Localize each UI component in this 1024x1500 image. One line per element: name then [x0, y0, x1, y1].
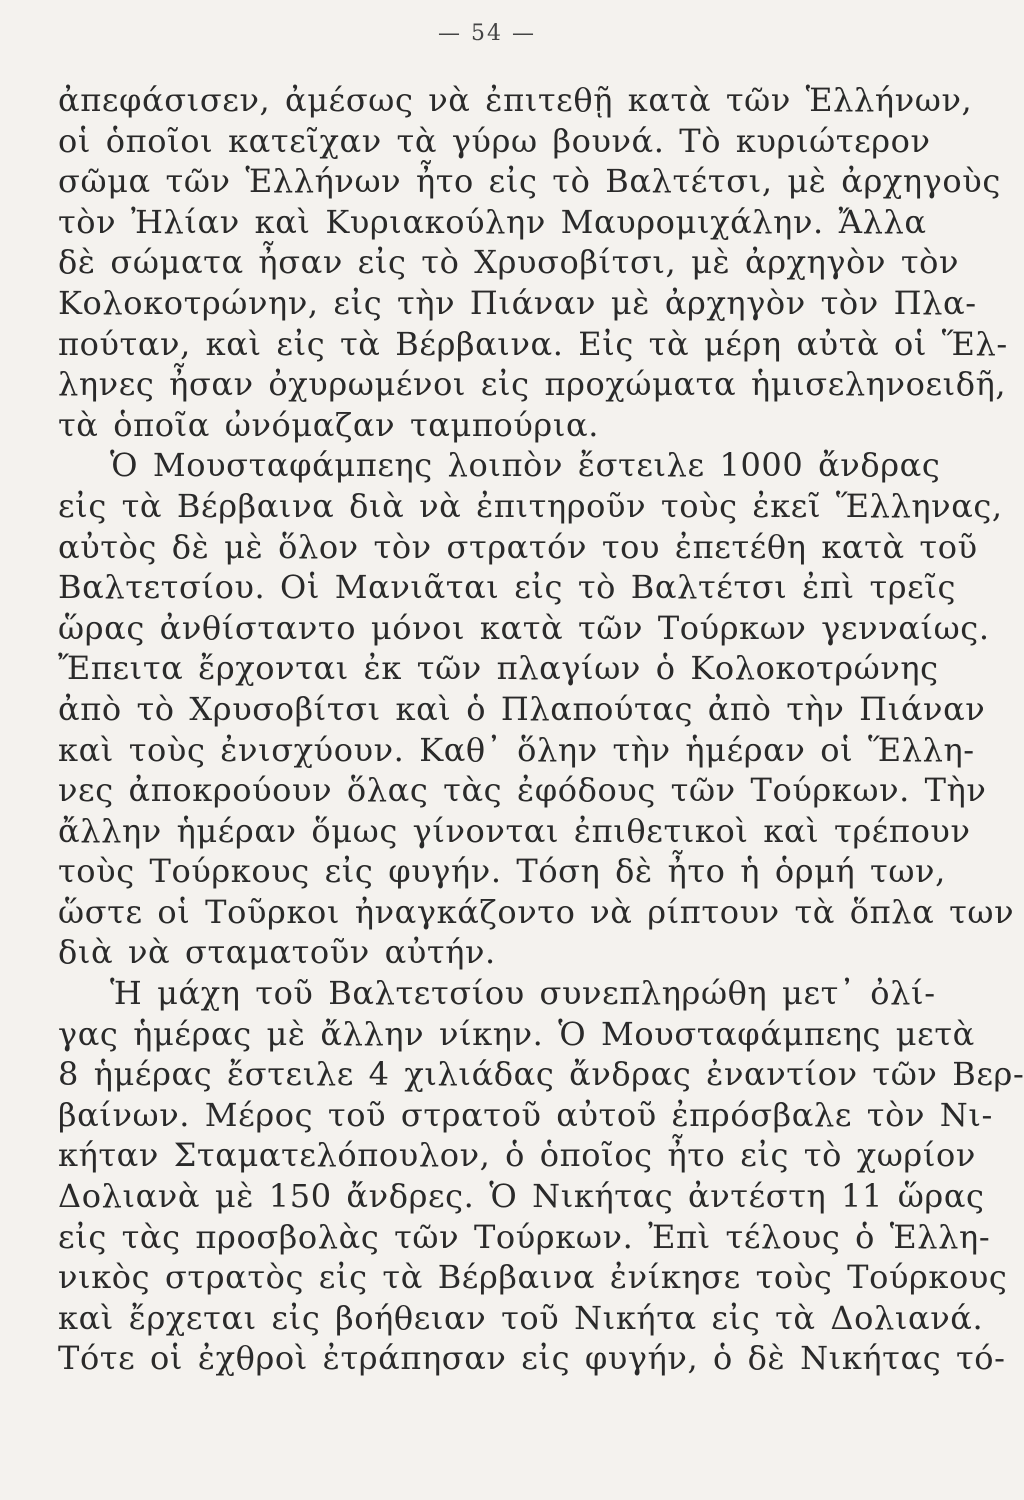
text-line: αὐτὸς δὲ μὲ ὅλον τὸν στρατόν του ἐπετέθη κατὰ τοῦ [58, 527, 978, 566]
text-line: τὰ ὁποῖα ὠνόμαζαν ταμπούρια. [58, 405, 599, 444]
text-line: εἰς τὰ Βέρβαινα διὰ νὰ ἐπιτηροῦν τοὺς ἐκεῖ Ἕλληνας, [58, 486, 1003, 525]
text-line: γας ἡμέρας μὲ ἄλλην νίκην. Ὁ Μουσταφάμπεης μετὰ [58, 1014, 975, 1053]
text-line: διὰ νὰ σταματοῦν αὐτήν. [58, 933, 496, 972]
text-line: Ὁ Μουσταφάμπεης λοιπὸν ἔστειλε 1000 ἄνδρας [110, 446, 941, 485]
text-line: κήταν Σταματελόπουλον, ὁ ὁποῖος ἦτο εἰς τὸ χωρίον [58, 1136, 976, 1175]
text-line: οἱ ὁποῖοι κατεῖχαν τὰ γύρω βουνά. Τὸ κυριώτερον [58, 121, 931, 160]
text-line: ὥρας ἀνθίσταντο μόνοι κατὰ τῶν Τούρκων γενναίως. [58, 608, 990, 647]
text-line: καὶ τοὺς ἐνισχύουν. Καθ᾽ ὅλην τὴν ἡμέραν οἱ Ἕλλη- [58, 730, 975, 769]
text-line: Βαλτετσίου. Οἱ Μανιᾶται εἰς τὸ Βαλτέτσι ἐπὶ τρεῖς [58, 568, 957, 607]
text-line: Κολοκοτρώνην, εἰς τὴν Πιάναν μὲ ἀρχηγὸν τὸν Πλα- [58, 283, 977, 322]
text-line: ἀπεφάσισεν, ἀμέσως νὰ ἐπιτεθῇ κατὰ τῶν Ἑλλήνων, [58, 81, 973, 119]
text-line: ὥστε οἱ Τοῦρκοι ἠναγκάζοντο νὰ ρίπτουν τὰ ὅπλα των [58, 892, 1015, 931]
text-line: Τότε οἱ ἐχθροὶ ἐτράπησαν εἰς φυγήν, ὁ δὲ Νικήτας τό- [58, 1339, 1006, 1378]
text-line: Δολιανὰ μὲ 150 ἄνδρες. Ὁ Νικήτας ἀντέστη 11 ὥρας [58, 1177, 985, 1216]
text-line: νικὸς στρατὸς εἰς τὰ Βέρβαινα ἐνίκησε τοὺς Τούρκους [58, 1258, 1008, 1297]
text-line: εἰς τὰς προσβολὰς τῶν Τούρκων. Ἐπὶ τέλους ὁ Ἑλλη- [58, 1217, 991, 1256]
text-line: Ἔπειτα ἔρχονται ἐκ τῶν πλαγίων ὁ Κολοκοτρώνης [58, 649, 939, 688]
text-line: Ἡ μάχη τοῦ Βαλτετσίου συνεπληρώθη μετ᾽ ὀλί- [110, 974, 936, 1013]
text-line: 8 ἡμέρας ἔστειλε 4 χιλιάδας ἄνδρας ἐναντίον τῶν Βερ- [58, 1055, 1024, 1094]
text-line: τοὺς Τούρκους εἰς φυγήν. Τόση δὲ ἦτο ἡ ὁρμή των, [58, 852, 946, 891]
page-number: — 54 — [438, 21, 536, 46]
text-line: βαίνων. Μέρος τοῦ στρατοῦ αὐτοῦ ἐπρόσβαλε τὸν Νι- [58, 1095, 993, 1134]
text-line: σῶμα τῶν Ἑλλήνων ἦτο εἰς τὸ Βαλτέτσι, μὲ ἀρχηγοὺς [58, 162, 1001, 201]
text-line: ἀπὸ τὸ Χρυσοβίτσι καὶ ὁ Πλαπούτας ἀπὸ τὴν Πιάναν [58, 689, 986, 728]
text-line: ληνες ἦσαν ὀχυρωμένοι εἰς προχώματα ἡμισεληνοειδῆ, [58, 365, 1007, 404]
text-line: πούταν, καὶ εἰς τὰ Βέρβαινα. Εἰς τὰ μέρη αὐτὰ οἱ Ἕλ- [58, 324, 1008, 363]
text-line: καὶ ἔρχεται εἰς βοήθειαν τοῦ Νικήτα εἰς τὰ Δολιανά. [58, 1298, 984, 1337]
body-text [58, 80, 1024, 1379]
text-line: ἄλλην ἡμέραν ὅμως γίνονται ἐπιθετικοὶ καὶ τρέπουν [58, 811, 971, 850]
text-line: νες ἀποκρούουν ὅλας τὰς ἐφόδους τῶν Τούρκων. Τὴν [58, 771, 987, 810]
text-line: τὸν Ἠλίαν καὶ Κυριακούλην Μαυρομιχάλην. Ἄλλα [58, 202, 927, 241]
text-line: δὲ σώματα ἦσαν εἰς τὸ Χρυσοβίτσι, μὲ ἀρχηγὸν τὸν [58, 243, 960, 282]
